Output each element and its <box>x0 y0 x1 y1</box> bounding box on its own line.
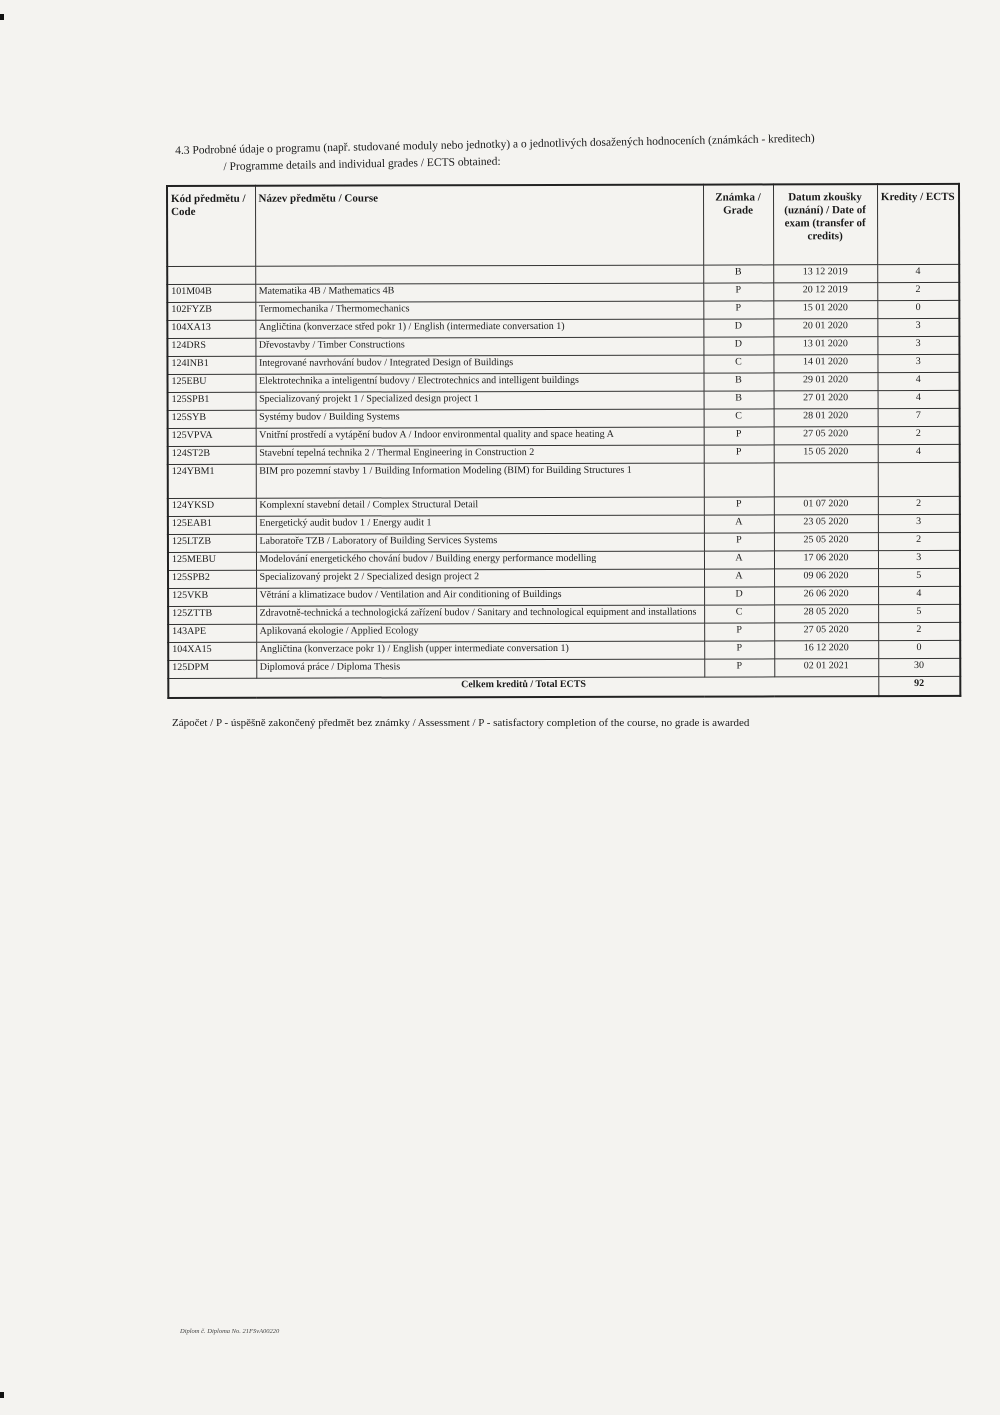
cell-date: 09 06 2020 <box>774 569 878 587</box>
cell-grade: P <box>704 445 774 463</box>
cell-date: 27 05 2020 <box>774 623 878 641</box>
cell-grade: B <box>704 391 774 409</box>
table-row <box>168 568 960 588</box>
cell-course: Angličtina (konverzace střed pokr 1) / English (intermediate conversation 1) <box>255 319 703 338</box>
table-row <box>167 372 959 392</box>
cell-date: 23 05 2020 <box>774 515 878 533</box>
cell-course: Laboratoře TZB / Laboratory of Building Services Systems <box>256 533 704 552</box>
header-date: Datum zkoušky (uznání) / Date of exam (transfer of credits) <box>773 184 877 265</box>
cell-grade: D <box>703 337 773 355</box>
cell-date: 16 12 2020 <box>774 641 878 659</box>
cell-grade: P <box>704 659 774 677</box>
cell-credits <box>878 462 960 496</box>
cell-course: Komplexní stavební detail / Complex Structural Detail <box>256 497 704 516</box>
cell-credits: 3 <box>877 336 959 354</box>
cell-code: 125SPB2 <box>168 570 256 588</box>
header-grade: Známka / Grade <box>703 184 773 265</box>
table-row <box>168 462 960 498</box>
cell-course: Termomechanika / Thermomechanics <box>255 301 703 320</box>
table-row <box>167 282 959 302</box>
table-row <box>168 622 960 642</box>
cell-date: 27 05 2020 <box>774 427 878 445</box>
header-code: Kód předmětu / Code <box>167 186 255 267</box>
table-row <box>168 586 960 606</box>
table-row <box>168 390 960 410</box>
table-row <box>167 336 959 356</box>
cell-credits: 5 <box>878 604 960 622</box>
cell-course: Integrované navrhování budov / Integrated Design of Buildings <box>255 355 703 374</box>
table-row <box>168 604 960 624</box>
table-row <box>168 550 960 570</box>
total-row <box>168 676 960 698</box>
cell-grade: P <box>704 623 774 641</box>
table-row <box>168 640 960 660</box>
cell-course: Vnitřní prostředí a vytápění budov A / Indoor environmental quality and space heating A <box>256 427 704 446</box>
cell-date: 02 01 2021 <box>774 659 878 677</box>
cell-credits: 4 <box>878 444 960 462</box>
cell-code: 143APE <box>168 624 256 642</box>
cell-code <box>167 266 255 284</box>
cell-course: Specializovaný projekt 2 / Specialized design project 2 <box>256 569 704 588</box>
cell-grade: C <box>704 409 774 427</box>
cell-credits: 2 <box>878 622 960 640</box>
cell-code: 125VPVA <box>168 428 256 446</box>
cell-credits: 0 <box>878 640 960 658</box>
table-header-row <box>167 184 959 267</box>
cell-code: 125SYB <box>168 410 256 428</box>
cell-date: 15 01 2020 <box>773 301 877 319</box>
cell-code: 125LTZB <box>168 534 256 552</box>
cell-date: 26 06 2020 <box>774 587 878 605</box>
table-row <box>168 426 960 446</box>
cell-course <box>255 265 703 284</box>
cell-credits: 3 <box>878 514 960 532</box>
cell-course: Větrání a klimatizace budov / Ventilation and Air conditioning of Buildings <box>256 587 704 606</box>
cell-course: Zdravotně-technická a technologická zařízení budov / Sanitary and technological equipment and installations <box>256 605 704 624</box>
cell-credits: 3 <box>877 354 959 372</box>
cell-code: 124DRS <box>167 338 255 356</box>
cell-course: Energetický audit budov 1 / Energy audit 1 <box>256 515 704 534</box>
scan-mark-bottom <box>0 1392 4 1398</box>
table-row <box>167 318 959 338</box>
table-row <box>167 264 959 284</box>
grades-table-body <box>167 264 960 678</box>
cell-code: 125EBU <box>167 374 255 392</box>
cell-course: Systémy budov / Building Systems <box>256 409 704 428</box>
table-row <box>168 444 960 464</box>
cell-course: Elektrotechnika a inteligentní budovy / Electrotechnics and intelligent buildings <box>255 373 703 392</box>
cell-course: BIM pro pozemní stavby 1 / Building Information Modeling (BIM) for Building Structures 1 <box>256 463 704 498</box>
heading-line-czech: 4.3 Podrobné údaje o programu (např. studované moduly nebo jednotky) a o jednotlivých dosažených hodnoceních (známkách - kreditech) <box>175 132 815 157</box>
cell-course: Matematika 4B / Mathematics 4B <box>255 283 703 302</box>
cell-grade: D <box>704 587 774 605</box>
scan-mark-top <box>0 14 4 20</box>
cell-date: 28 05 2020 <box>774 605 878 623</box>
cell-credits: 4 <box>878 586 960 604</box>
cell-grade: P <box>703 301 773 319</box>
cell-grade: B <box>703 265 773 283</box>
table-row <box>168 514 960 534</box>
cell-grade: A <box>704 569 774 587</box>
cell-code: 125VKB <box>168 588 256 606</box>
grades-table-wrapper <box>166 183 959 699</box>
cell-code: 102FYZB <box>167 302 255 320</box>
cell-code: 125EAB1 <box>168 516 256 534</box>
cell-grade: P <box>704 641 774 659</box>
cell-credits: 30 <box>878 658 960 676</box>
table-row <box>167 354 959 374</box>
cell-date <box>774 463 878 497</box>
cell-course: Diplomová práce / Diploma Thesis <box>256 659 704 678</box>
cell-code: 124YBM1 <box>168 464 256 498</box>
cell-credits: 3 <box>878 550 960 568</box>
cell-credits: 4 <box>878 390 960 408</box>
total-label: Celkem kreditů / Total ECTS <box>168 677 878 698</box>
cell-date: 20 12 2019 <box>773 283 877 301</box>
cell-code: 124ST2B <box>168 446 256 464</box>
diploma-number: Diplom č. Diploma No. 21FSvA00220 <box>180 1328 280 1335</box>
cell-code: 104XA13 <box>167 320 255 338</box>
grades-table <box>166 183 961 699</box>
cell-grade: B <box>703 373 773 391</box>
cell-code: 124INB1 <box>167 356 255 374</box>
cell-credits: 2 <box>878 496 960 514</box>
cell-date: 01 07 2020 <box>774 497 878 515</box>
cell-credits: 5 <box>878 568 960 586</box>
header-credits: Kredity / ECTS <box>877 184 959 265</box>
cell-code: 104XA15 <box>168 642 256 660</box>
section-heading <box>175 128 966 177</box>
cell-date: 15 05 2020 <box>774 445 878 463</box>
table-row <box>168 408 960 428</box>
cell-code: 125DPM <box>168 660 256 678</box>
cell-grade: P <box>704 497 774 515</box>
cell-date: 13 12 2019 <box>773 265 877 283</box>
cell-code: 125MEBU <box>168 552 256 570</box>
header-course: Název předmětu / Course <box>255 185 703 267</box>
cell-grade: P <box>703 283 773 301</box>
cell-credits: 4 <box>877 264 959 282</box>
cell-credits: 2 <box>877 282 959 300</box>
cell-date: 27 01 2020 <box>774 391 878 409</box>
cell-credits: 3 <box>877 318 959 336</box>
cell-course: Angličtina (konverzace pokr 1) / English (upper intermediate conversation 1) <box>256 641 704 660</box>
cell-grade: P <box>704 533 774 551</box>
cell-date: 29 01 2020 <box>773 373 877 391</box>
table-row <box>168 658 960 678</box>
cell-grade: P <box>704 427 774 445</box>
cell-credits: 7 <box>878 408 960 426</box>
cell-course: Stavební tepelná technika 2 / Thermal Engineering in Construction 2 <box>256 445 704 464</box>
cell-credits: 4 <box>877 372 959 390</box>
heading-line-english: / Programme details and individual grades / ECTS obtained: <box>223 155 501 174</box>
cell-credits: 2 <box>878 532 960 550</box>
cell-course: Dřevostavby / Timber Constructions <box>255 337 703 356</box>
cell-grade: A <box>704 515 774 533</box>
cell-code: 125ZTTB <box>168 606 256 624</box>
cell-date: 20 01 2020 <box>773 319 877 337</box>
cell-grade: D <box>703 319 773 337</box>
cell-grade: A <box>704 551 774 569</box>
cell-date: 28 01 2020 <box>774 409 878 427</box>
cell-course: Specializovaný projekt 1 / Specialized design project 1 <box>256 391 704 410</box>
cell-grade: C <box>704 605 774 623</box>
table-row <box>167 300 959 320</box>
cell-date: 13 01 2020 <box>773 337 877 355</box>
cell-course: Modelování energetického chování budov / Building energy performance modelling <box>256 551 704 570</box>
cell-credits: 0 <box>877 300 959 318</box>
table-row <box>168 496 960 516</box>
assessment-footnote: Zápočet / P - úspěšně zakončený předmět bez známky / Assessment / P - satisfactory completion of the course, no grade is awarded <box>172 717 750 729</box>
total-value: 92 <box>878 676 960 696</box>
cell-code: 101M04B <box>167 284 255 302</box>
cell-grade <box>704 463 774 497</box>
cell-date: 14 01 2020 <box>773 355 877 373</box>
cell-code: 124YKSD <box>168 498 256 516</box>
cell-grade: C <box>703 355 773 373</box>
cell-date: 25 05 2020 <box>774 533 878 551</box>
table-row <box>168 532 960 552</box>
cell-credits: 2 <box>878 426 960 444</box>
cell-date: 17 06 2020 <box>774 551 878 569</box>
cell-code: 125SPB1 <box>168 392 256 410</box>
cell-course: Aplikovaná ekologie / Applied Ecology <box>256 623 704 642</box>
